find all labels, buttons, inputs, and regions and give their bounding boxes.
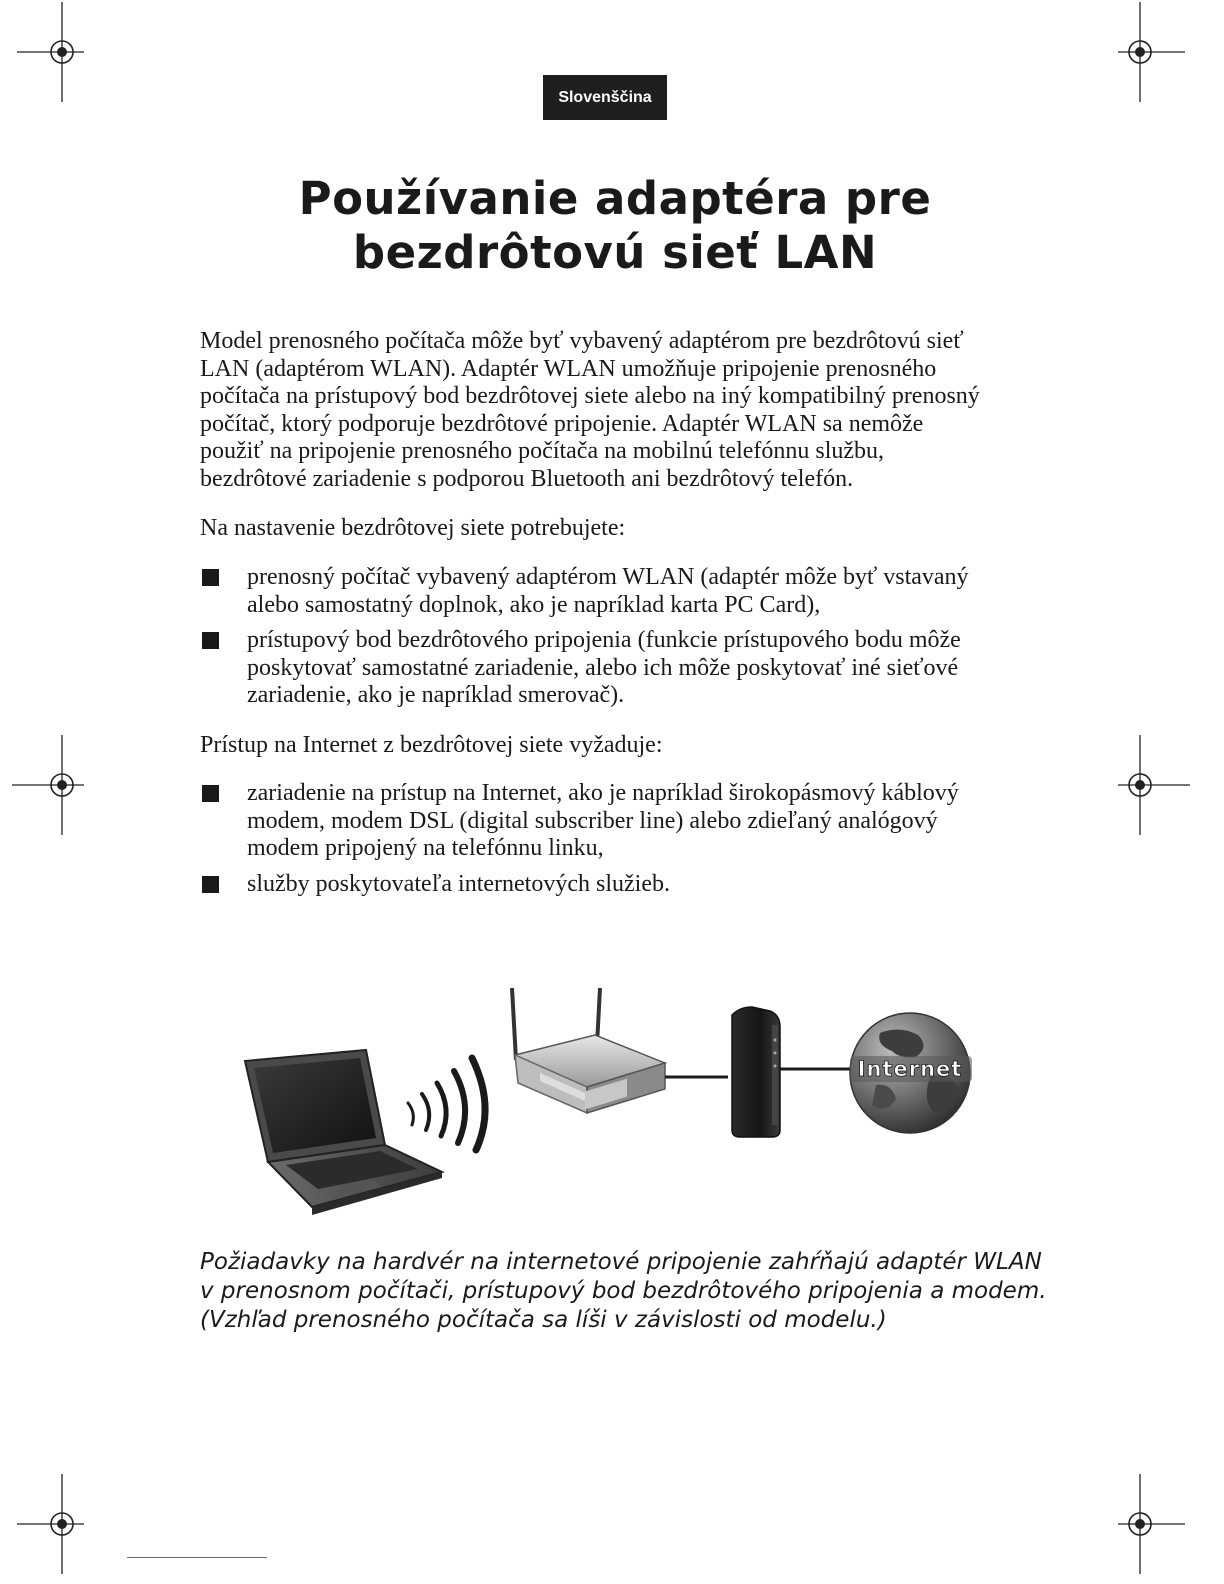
- list-item-line: modem, modem DSL (digital subscriber line) alebo zdieľaný analógový: [247, 807, 938, 834]
- intro-line: počítača na prístupový bod bezdrôtovej siete alebo na iný kompatibilný prenosný: [200, 383, 980, 409]
- registration-mark-bottom-left: [12, 1474, 112, 1574]
- intro-paragraph: [200, 328, 1030, 493]
- internet-globe-label: Internet: [857, 1057, 963, 1081]
- intro-line: LAN (adaptérom WLAN). Adaptér WLAN umožňuje pripojenie prenosného: [200, 355, 937, 382]
- access-point-icon: [512, 988, 665, 1113]
- bullet-square-icon: [202, 876, 219, 893]
- page-title-line-2: bezdrôtovú sieť LAN: [352, 226, 878, 279]
- registration-mark-middle-right: [1090, 735, 1190, 835]
- list-item-line: prenosný počítač vybavený adaptérom WLAN (adaptér môže byť vstavaný: [247, 564, 969, 590]
- internet-heading: Prístup na Internet z bezdrôtovej siete vyžaduje:: [200, 732, 663, 758]
- caption-line: Požiadavky na hardvér na internetové pripojenie zahŕňajú adaptér WLAN: [200, 1249, 1042, 1275]
- registration-mark-bottom-right: [1090, 1474, 1190, 1574]
- intro-line: Model prenosného počítača môže byť vybavený adaptérom pre bezdrôtovú sieť: [200, 328, 964, 354]
- setup-list: [200, 564, 1030, 718]
- intro-line: bezdrôtové zariadenie s podporou Bluetooth ani bezdrôtový telefón.: [200, 465, 854, 492]
- caption-line: v prenosnom počítači, prístupový bod bezdrôtového pripojenia a modem.: [200, 1278, 1047, 1304]
- network-illustration: [240, 985, 1000, 1220]
- caption-line: (Vzhľad prenosného počítača sa líši v závislosti od modelu.): [200, 1307, 887, 1333]
- list-item-line: prístupový bod bezdrôtového pripojenia (funkcie prístupového bodu môže: [247, 627, 961, 653]
- bullet-square-icon: [202, 569, 219, 586]
- intro-line: počítač, ktorý podporuje bezdrôtové pripojenie. Adaptér WLAN sa nemôže: [200, 410, 924, 437]
- page-title: [200, 172, 1030, 280]
- list-item: [200, 564, 1030, 619]
- list-item-line: alebo samostatný doplnok, ako je napríklad karta PC Card),: [247, 591, 821, 618]
- laptop-icon: [245, 1050, 442, 1215]
- list-item: [200, 627, 1030, 710]
- registration-mark-middle-left: [12, 735, 112, 835]
- bullet-square-icon: [202, 632, 219, 649]
- list-item-line: zariadenie, ako je napríklad smerovač).: [247, 682, 625, 708]
- intro-line: použiť na pripojenie prenosného počítača na mobilnú telefónnu službu,: [200, 438, 885, 464]
- figure-caption: [200, 1248, 1060, 1335]
- list-item: [200, 871, 1030, 899]
- modem-icon: [732, 1007, 780, 1137]
- list-item-line: modem pripojený na telefónnu linku,: [247, 835, 604, 861]
- page-title-line-1: Používanie adaptéra pre: [298, 172, 932, 225]
- wireless-signal-icon: [408, 1058, 485, 1150]
- registration-mark-top-left: [12, 2, 112, 102]
- language-tab: Slovenščina: [543, 75, 667, 120]
- list-item-line: služby poskytovateľa internetových služieb.: [247, 870, 670, 897]
- bullet-square-icon: [202, 785, 219, 802]
- list-item: [200, 780, 1030, 863]
- setup-heading: Na nastavenie bezdrôtovej siete potrebujete:: [200, 515, 626, 541]
- footer-rule: [127, 1557, 267, 1558]
- internet-list: [200, 780, 1030, 906]
- list-item-line: poskytovať samostatné zariadenie, alebo ich môže poskytovať iné sieťové: [247, 654, 959, 681]
- internet-globe-icon: [850, 1013, 972, 1133]
- list-item-line: zariadenie na prístup na Internet, ako je napríklad širokopásmový káblový: [247, 780, 959, 806]
- registration-mark-top-right: [1090, 2, 1190, 102]
